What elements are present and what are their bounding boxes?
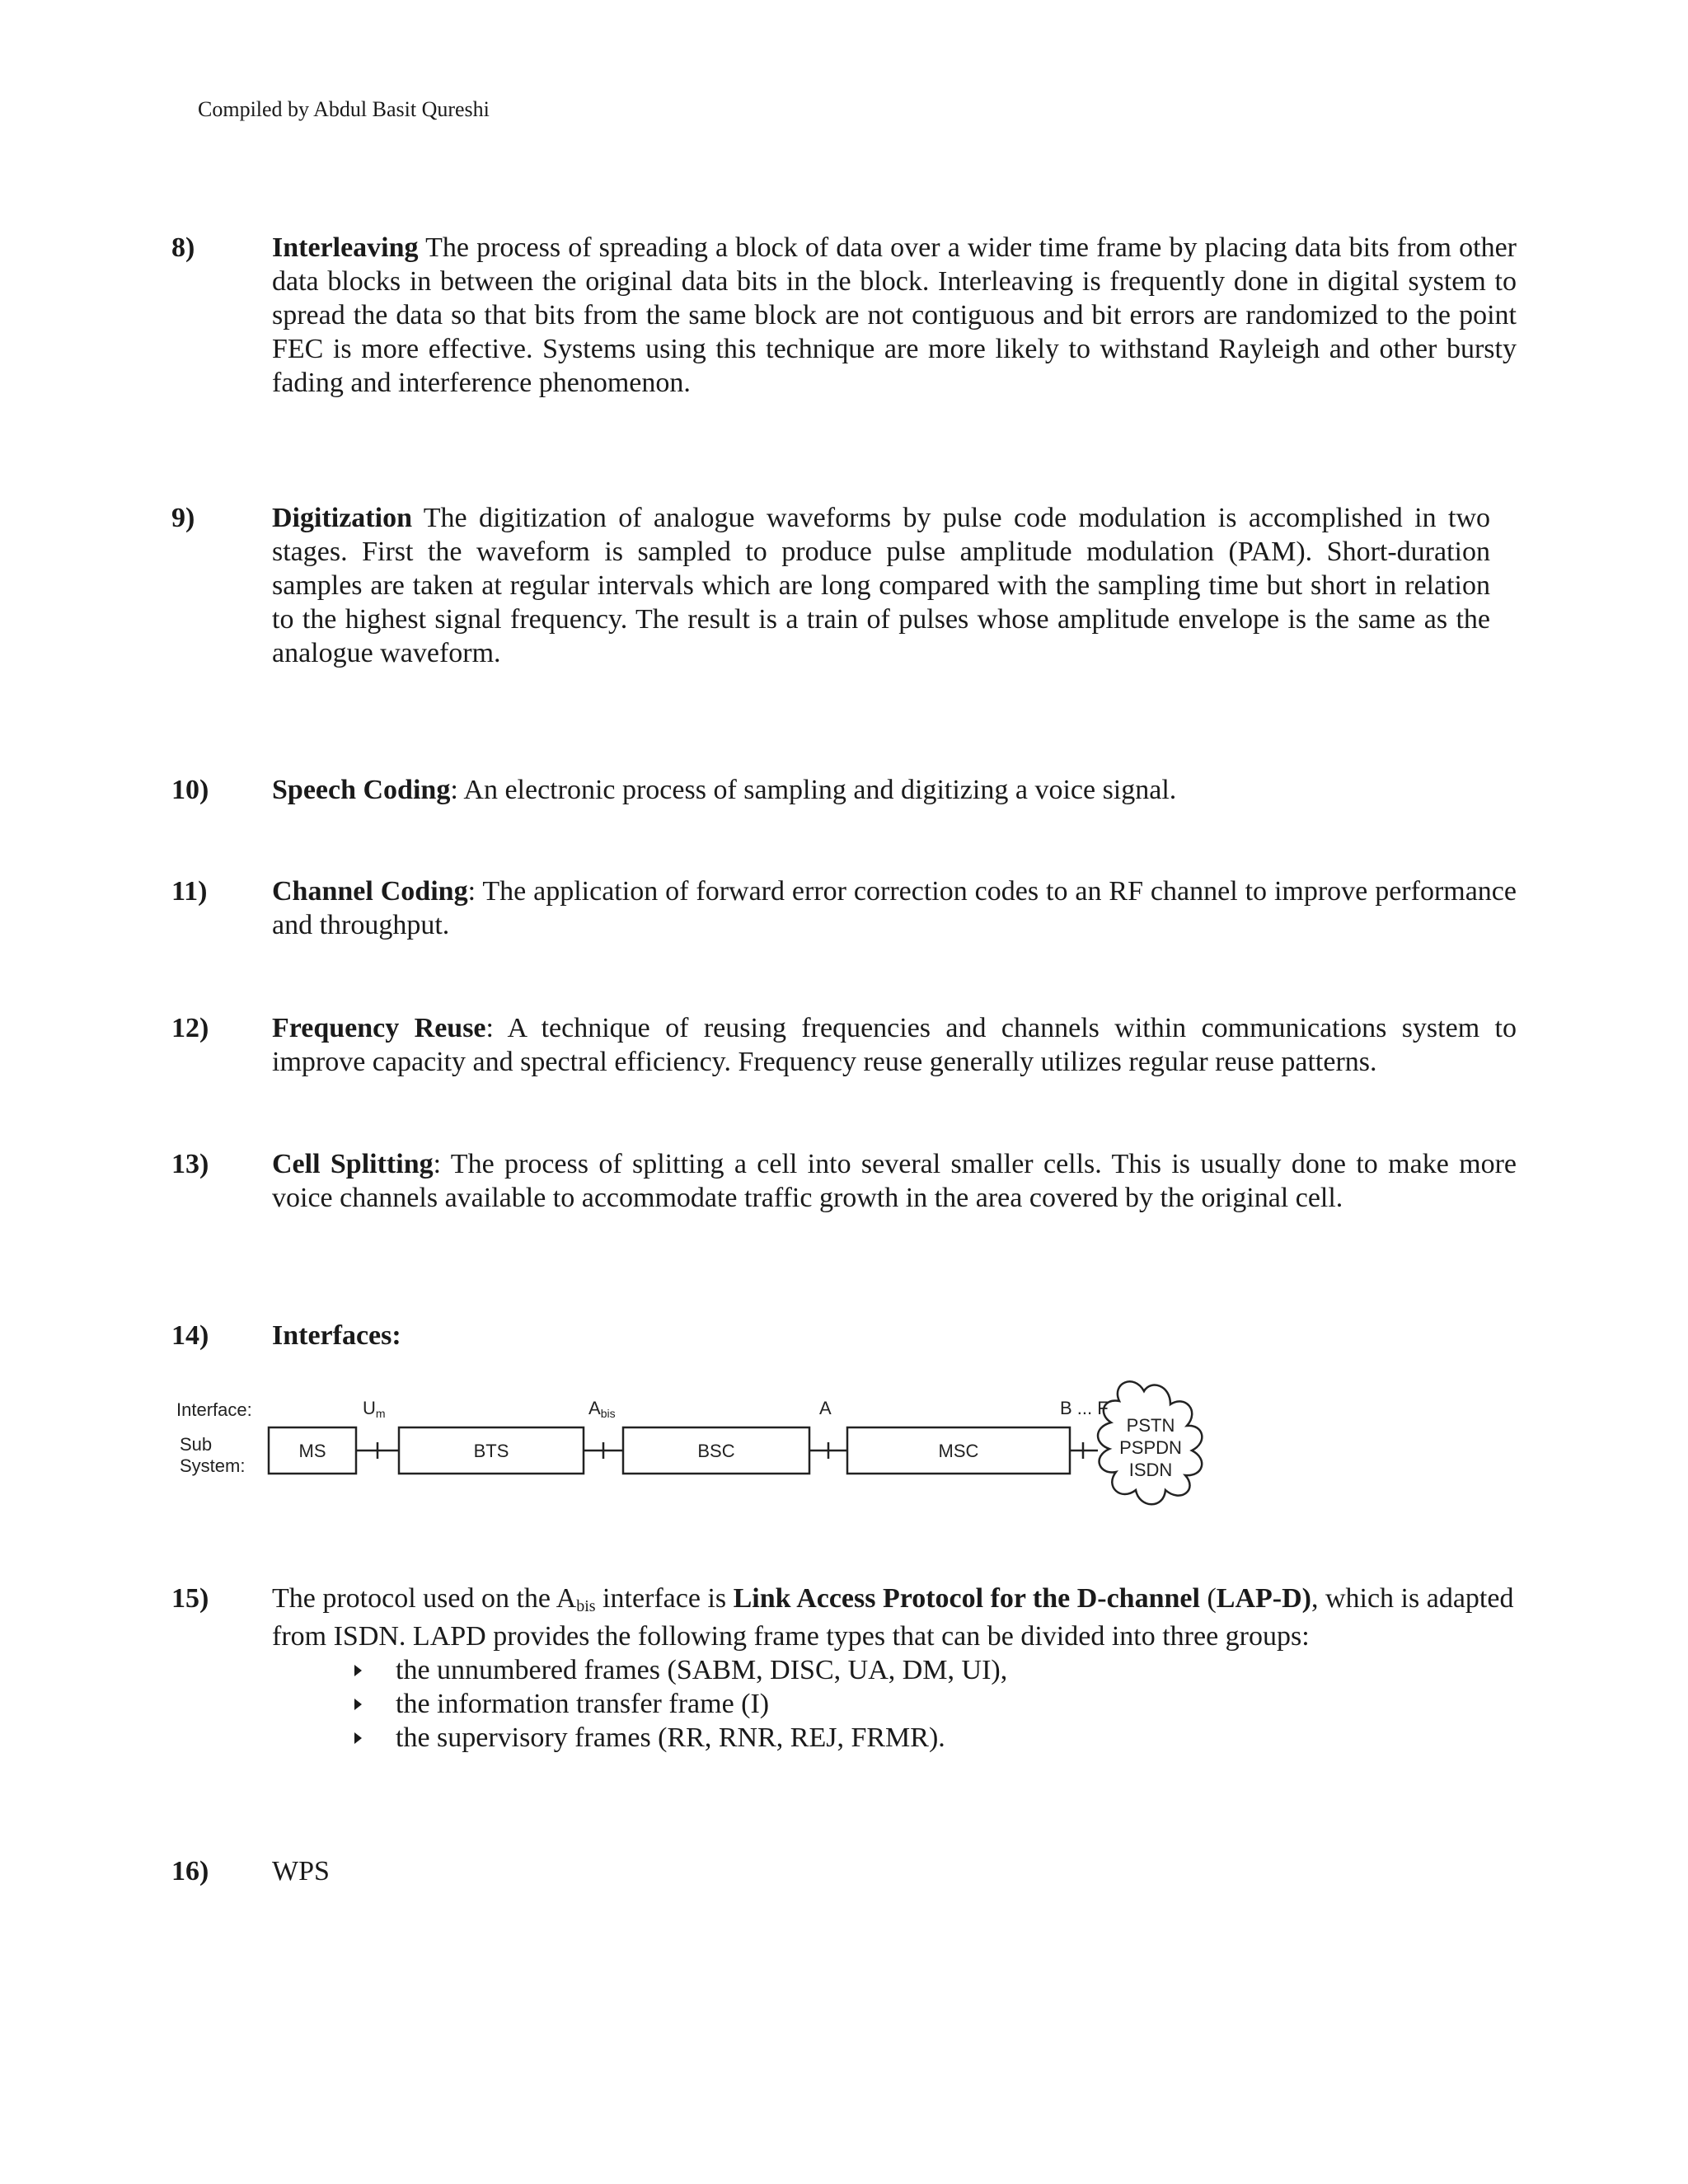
- item-number: 13): [171, 1149, 209, 1179]
- item-body: [272, 1011, 1517, 1079]
- item-number: 11): [171, 876, 208, 907]
- gsm-interface-diagram: [171, 1368, 1235, 1525]
- definition-text: A technique of reusing frequencies and channels within communications system to improve capacity and spectral efficiency. Frequency reuse generally utilizes regular reuse patterns.: [272, 1013, 1517, 1077]
- term-separator: :: [450, 775, 464, 805]
- interface-a: A: [819, 1398, 832, 1418]
- diagram-svg: [171, 1368, 1235, 1525]
- term: Interleaving: [272, 232, 419, 263]
- interface-um: Um: [363, 1398, 386, 1420]
- protocol-name: Link Access Protocol for the D-channel: [733, 1583, 1200, 1614]
- label-ms: MS: [298, 1441, 326, 1461]
- row-label-interface: Interface:: [176, 1399, 252, 1420]
- cloud-label-pspdn: PSPDN: [1119, 1437, 1182, 1458]
- item-body: [272, 1582, 1517, 1755]
- term: Frequency Reuse: [272, 1013, 486, 1043]
- term-separator: :: [467, 876, 483, 907]
- row-label-subsystem: System:: [180, 1455, 246, 1476]
- list-item: the unnumbered frames (SABM, DISC, UA, DM, UI),: [354, 1653, 1517, 1687]
- item-number: 12): [171, 1013, 209, 1043]
- term: Interfaces:: [272, 1320, 401, 1351]
- interface-abis: Abis: [588, 1398, 616, 1420]
- item-body: [272, 1319, 1517, 1352]
- protocol-abbreviation: LAP-D): [1216, 1583, 1311, 1614]
- definition-text: An electronic process of sampling and digitizing a voice signal.: [463, 775, 1177, 805]
- item-number: 16): [171, 1856, 209, 1886]
- text-run: interface is: [595, 1583, 734, 1614]
- item-body: [272, 501, 1490, 670]
- text-run: The protocol used on the A: [272, 1583, 577, 1614]
- term: Digitization: [272, 503, 412, 533]
- item-number: 9): [171, 503, 195, 533]
- item-number: 10): [171, 775, 209, 805]
- item-body: WPS: [272, 1856, 330, 1886]
- term: Cell Splitting: [272, 1149, 434, 1179]
- item-number: 15): [171, 1583, 209, 1614]
- item-number: 14): [171, 1320, 209, 1351]
- page-header: Compiled by Abdul Basit Qureshi: [198, 97, 490, 121]
- term-separator: :: [433, 1149, 451, 1179]
- term-separator: :: [485, 1013, 508, 1043]
- list-item: the supervisory frames (RR, RNR, REJ, FRMR).: [354, 1721, 1517, 1755]
- subscript: bis: [576, 1597, 596, 1615]
- text-run: (: [1199, 1583, 1217, 1614]
- item-body: [272, 1147, 1517, 1215]
- definition-text: The process of spreading a block of data over a wider time frame by placing data bits from other data blocks in between the original data bits in the block. Interleaving is frequently done in digital system to spread the data so that bits from the same block are not contiguous and bit errors are randomized to the point FEC is more effective. Systems using this technique are more likely to withstand Rayleigh and other bursty fading and interference phenomenon.: [272, 232, 1517, 398]
- interface-b-to-f: B ... F: [1060, 1398, 1109, 1418]
- item-body: [272, 874, 1517, 942]
- term-separator: [412, 503, 424, 533]
- list-item: the information transfer frame (I): [354, 1687, 1517, 1721]
- item-body: [272, 773, 1517, 807]
- label-bts: BTS: [473, 1441, 509, 1461]
- term: Speech Coding: [272, 775, 451, 805]
- label-msc: MSC: [938, 1441, 979, 1461]
- cloud-label-isdn: ISDN: [1128, 1460, 1173, 1480]
- item-body: [272, 231, 1517, 400]
- row-label-subsystem: Sub: [180, 1434, 213, 1455]
- cloud-label-pstn: PSTN: [1126, 1415, 1175, 1436]
- label-bsc: BSC: [697, 1441, 735, 1461]
- frame-type-list: [272, 1653, 1517, 1755]
- item-number: 8): [171, 232, 195, 263]
- definition-text: The application of forward error correction codes to an RF channel to improve performance and throughput.: [272, 876, 1517, 940]
- definition-text: The digitization of analogue waveforms by pulse code modulation is accomplished in two stages. First the waveform is sampled to produce pulse amplitude modulation (PAM). Short-duration samples are taken at regular intervals which are long compared with the sampling time but short in relation to the highest signal frequency. The result is a train of pulses whose amplitude envelope is the same as the analogue waveform.: [272, 503, 1490, 668]
- text-run: , which is adapted from ISDN. LAPD provides the following frame types that can be divided into three groups:: [272, 1583, 1514, 1652]
- term: Channel Coding: [272, 876, 468, 907]
- term-separator: [419, 232, 426, 263]
- definition-text: The process of splitting a cell into several smaller cells. This is usually done to make more voice channels available to accommodate traffic growth in the area covered by the original cell.: [272, 1149, 1517, 1213]
